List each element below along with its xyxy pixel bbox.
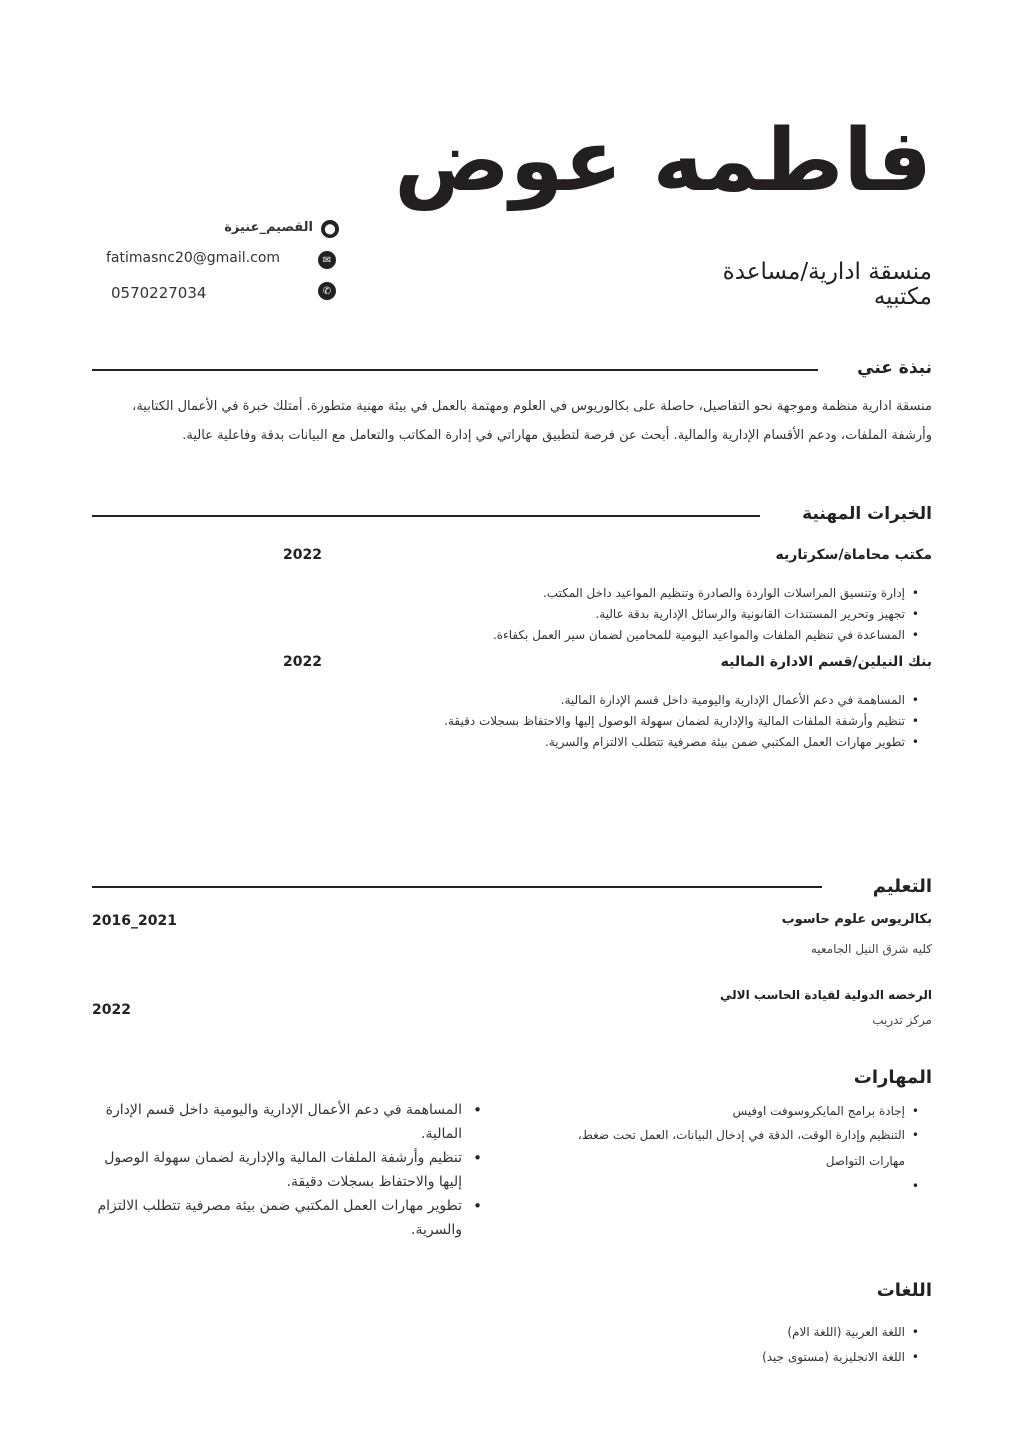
education-2-institution: مركز تدريب — [872, 1013, 932, 1027]
list-item: • اللغة العربية (اللغة الام) — [762, 1320, 919, 1345]
candidate-name: فاطمه عوض — [394, 111, 932, 211]
about-section-title: نبذة عني — [857, 358, 932, 378]
job-1-duties — [493, 583, 919, 646]
list-item: • المساهمة في دعم الأعمال الإدارية واليومية داخل قسم الإدارة المالية. — [444, 690, 919, 711]
list-item: • تجهيز وتحرير المستندات القانونية والرسائل الإدارية بدقة عالية. — [493, 604, 919, 625]
job-title: منسقة ادارية/مساعدة مكتبيه — [722, 259, 932, 310]
contact-email — [100, 250, 340, 270]
list-item: • المساهمة في دعم الأعمال الإدارية واليومية داخل قسم الإدارة المالية. — [92, 1098, 482, 1146]
list-item: • تنظيم وأرشفة الملفات المالية والإدارية لضمان سهولة الوصول إليها والاحتفاظ بسجلات دقيقة. — [92, 1146, 482, 1194]
languages-list — [762, 1320, 919, 1370]
experience-section-title: الخبرات المهنية — [802, 504, 932, 524]
location-pin-icon: ⬤ — [321, 220, 339, 238]
list-item — [559, 1176, 919, 1200]
education-section-title: التعليم — [872, 876, 932, 897]
job-2-year: 2022 — [283, 654, 322, 670]
education-divider — [92, 886, 822, 888]
list-item: • تطوير مهارات العمل المكتبي ضمن بيئة مصرفية تتطلب الالتزام والسرية. — [444, 732, 919, 753]
skills-section-title: المهارات — [853, 1067, 932, 1088]
list-item: • إجادة برامج المايكروسوفت اوفيس — [559, 1100, 919, 1122]
education-1-institution: كليه شرق النيل الجامعيه — [810, 942, 932, 956]
skills-list-left — [92, 1098, 482, 1242]
location-text: القصيم_عنيزة — [224, 220, 313, 235]
email-text[interactable]: fatimasnc20@gmail.com — [106, 250, 281, 266]
list-item: • اللغة الانجليزية (مستوى جيد) — [762, 1345, 919, 1370]
skills-list-right — [559, 1100, 919, 1200]
job-2-title: بنك النيلين/قسم الادارة الماليه — [720, 654, 932, 670]
about-text: منسقة ادارية منظمة وموجهة نحو التفاصيل، حاصلة على بكالوريوس في العلوم ومهتمة بالعمل في بيئة مهنية متطورة. أمتلك خبرة في الأعمال الكتابية، وأرشفة الملفات، ودعم الأقسام الإدارية والمالية. أبحث عن فرصة لتطبيق مهاراتي في إدارة المكاتب والتعامل مع البيانات بدقة وفاعلية عالية. — [132, 399, 932, 443]
experience-divider — [92, 515, 760, 517]
list-item: • التنظيم وإدارة الوقت، الدقة في إدخال البيانات، العمل تحت ضغط، مهارات التواصل — [559, 1122, 919, 1174]
list-item: • إدارة وتنسيق المراسلات الواردة والصادرة وتنظيم المواعيد داخل المكتب. — [493, 583, 919, 604]
languages-section-title: اللغات — [876, 1280, 932, 1301]
contact-location — [224, 219, 339, 239]
list-item: • تنظيم وأرشفة الملفات المالية والإدارية لضمان سهولة الوصول إليها والاحتفاظ بسجلات دقيقة. — [444, 711, 919, 732]
envelope-icon: ✉ — [318, 251, 336, 269]
education-2-degree: الرخصه الدولية لقيادة الحاسب الالي — [720, 988, 932, 1002]
list-item: • تطوير مهارات العمل المكتبي ضمن بيئة مصرفية تتطلب الالتزام والسرية. — [92, 1194, 482, 1242]
phone-icon: ✆ — [318, 282, 336, 300]
education-1-year: 2016_2021 — [92, 913, 177, 929]
job-2-duties — [444, 690, 919, 753]
list-item: • المساعدة في تنظيم الملفات والمواعيد اليومية للمحامين لضمان سير العمل بكفاءة. — [493, 625, 919, 646]
education-2-year: 2022 — [92, 1002, 131, 1018]
job-1-year: 2022 — [283, 547, 322, 563]
contact-phone — [100, 282, 340, 304]
phone-text[interactable]: 0570227034 — [111, 284, 207, 302]
education-1-degree: بكالريوس علوم حاسوب — [781, 912, 932, 927]
about-divider — [92, 369, 818, 371]
job-1-title: مكتب محاماة/سكرتاريه — [775, 547, 932, 563]
